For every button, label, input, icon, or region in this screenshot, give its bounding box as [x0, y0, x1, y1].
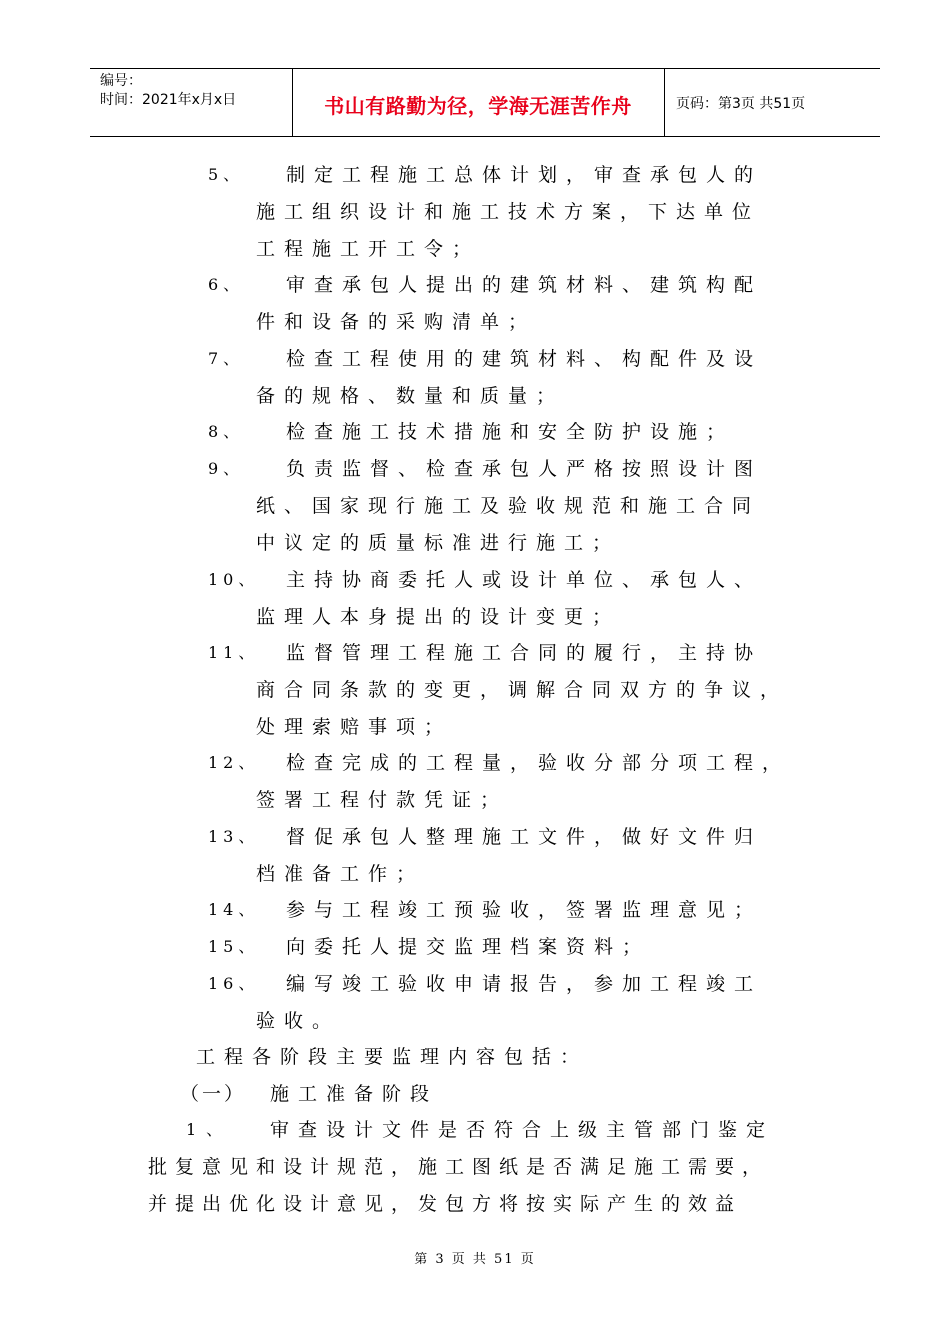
header-divider-right	[664, 68, 665, 136]
section-heading-number: （一）	[180, 1083, 247, 1105]
list-item-line: 监理人本身提出的设计变更；	[256, 606, 621, 628]
list-item-number: 5、	[208, 165, 245, 184]
list-item-line: 工程施工开工令；	[256, 238, 481, 260]
list-item-number: 9、	[208, 459, 245, 478]
page-footer: 第 3 页 共 51 页	[414, 1252, 536, 1267]
list-item-line: 档准备工作；	[256, 863, 425, 885]
list-item-number: 11、	[208, 643, 260, 662]
list-item-line: 件和设备的采购清单；	[256, 311, 537, 333]
list-item-line: 纸、国家现行施工及验收规范和施工合同	[256, 495, 761, 517]
list-item-line: 向委托人提交监理档案资料；	[286, 936, 651, 958]
list-item-line: 负责监督、检查承包人严格按照设计图	[286, 458, 763, 480]
header-meta	[100, 72, 236, 110]
list-item-line: 中议定的质量标准进行施工；	[256, 532, 621, 554]
list-item-line: 检查完成的工程量，验收分部分项工程，	[286, 752, 791, 774]
list-item-number: 7、	[208, 349, 245, 368]
paragraph-line: 并提出优化设计意见，发包方将按实际产生的效益	[148, 1193, 743, 1215]
list-item-line: 商合同条款的变更，调解合同双方的争议，	[256, 679, 789, 701]
header-top-rule	[90, 68, 880, 69]
section-heading-text: 施工准备阶段	[270, 1083, 439, 1105]
list-item-line: 参与工程竣工预验收，签署监理意见；	[286, 899, 763, 921]
list-item-line: 检查施工技术措施和安全防护设施；	[286, 421, 735, 443]
list-item-line: 督促承包人整理施工文件，做好文件归	[286, 826, 763, 848]
list-item-line: 备的规格、数量和质量；	[256, 385, 565, 407]
list-item-number: 15、	[208, 937, 260, 956]
list-item-line: 主持协商委托人或设计单位、承包人、	[286, 569, 763, 591]
list-item-number: 6、	[208, 275, 245, 294]
list-item-line: 编写竣工验收申请报告，参加工程竣工	[286, 973, 763, 995]
list-item-number: 14、	[208, 900, 260, 919]
list-item-number: 8、	[208, 422, 245, 441]
header-bottom-rule	[90, 136, 880, 137]
list-item-number: 12、	[208, 753, 260, 772]
code-label: 编号：	[100, 73, 142, 89]
list-item-number: 16、	[208, 974, 260, 993]
paragraph-number: 1、	[186, 1120, 233, 1139]
list-item-number: 10、	[208, 570, 260, 589]
list-item-line: 检查工程使用的建筑材料、构配件及设	[286, 348, 763, 370]
list-item-number: 13、	[208, 827, 260, 846]
list-item-line: 施工组织设计和施工技术方案，下达单位	[256, 201, 761, 223]
section-intro: 工程各阶段主要监理内容包括：	[196, 1046, 589, 1068]
list-item-line: 验收。	[256, 1010, 341, 1032]
list-item-line: 签署工程付款凭证；	[256, 789, 509, 811]
time-label: 时间：2021年x月x日	[100, 92, 237, 108]
header-page-label: 页码：第3页 共51页	[676, 96, 806, 112]
paragraph-line: 审查设计文件是否符合上级主管部门鉴定	[270, 1119, 775, 1141]
list-item-line: 审查承包人提出的建筑材料、建筑构配	[286, 274, 763, 296]
header-motto: 书山有路勤为径，学海无涯苦作舟	[324, 94, 632, 118]
list-item-line: 制定工程施工总体计划，审查承包人的	[286, 164, 763, 186]
paragraph-line: 批复意见和设计规范，施工图纸是否满足施工需要，	[148, 1156, 770, 1178]
list-item-line: 处理索赔事项；	[256, 716, 453, 738]
list-item-line: 监督管理工程施工合同的履行，主持协	[286, 642, 763, 664]
